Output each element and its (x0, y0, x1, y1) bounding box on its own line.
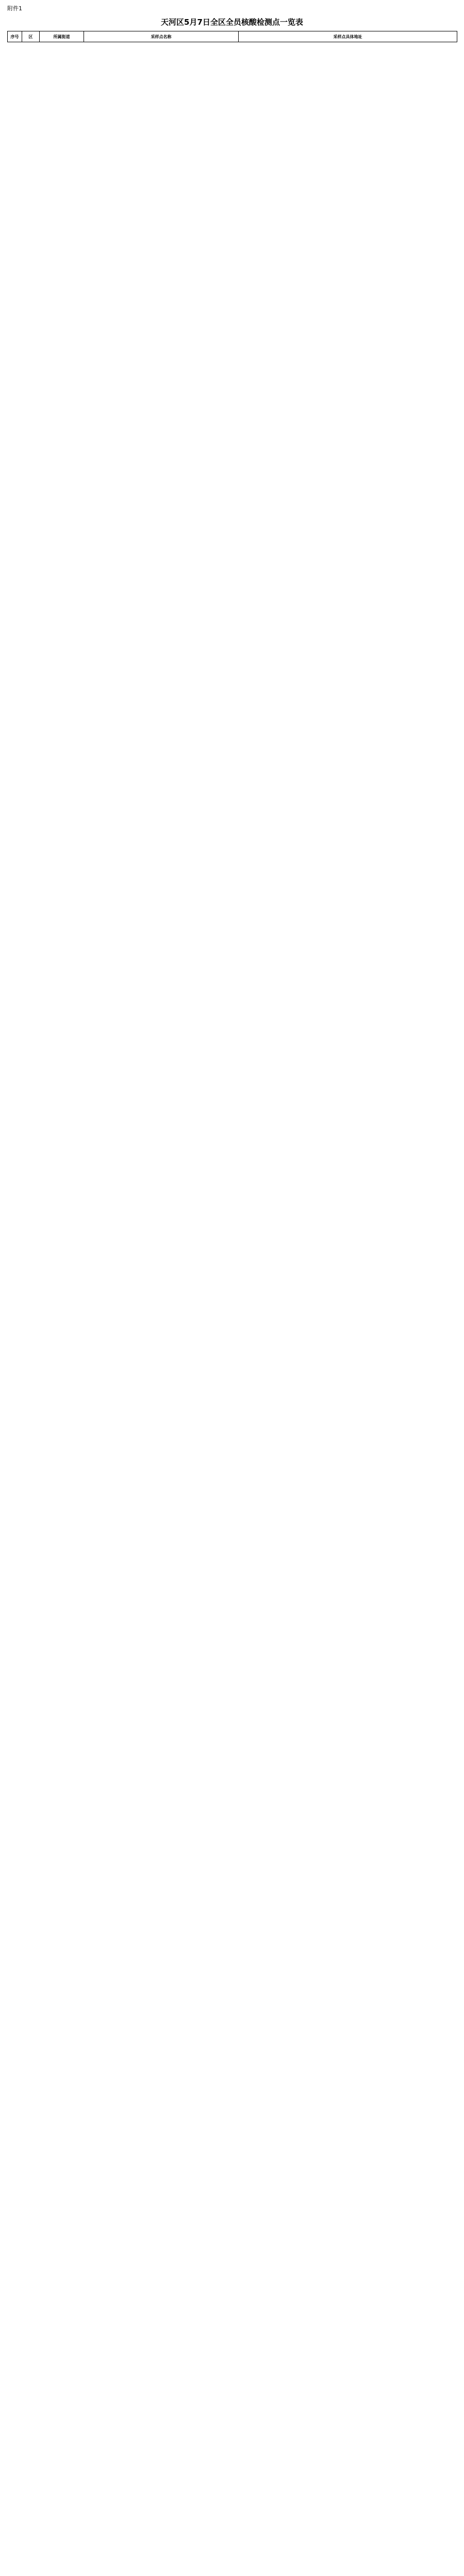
column-header-district: 区 (22, 31, 40, 42)
table-header-row (8, 31, 457, 42)
column-header-site-name: 采样点名称 (84, 31, 239, 42)
attachment-label: 附件1 (7, 5, 22, 12)
document-page (0, 0, 464, 55)
testing-site-table (7, 31, 457, 42)
column-header-index: 序号 (8, 31, 22, 42)
column-header-street: 所属街道 (40, 31, 84, 42)
page-title: 天河区5月7日全区全员核酸检测点一览表 (161, 18, 303, 27)
column-header-site-address: 采样点具体地址 (239, 31, 457, 42)
